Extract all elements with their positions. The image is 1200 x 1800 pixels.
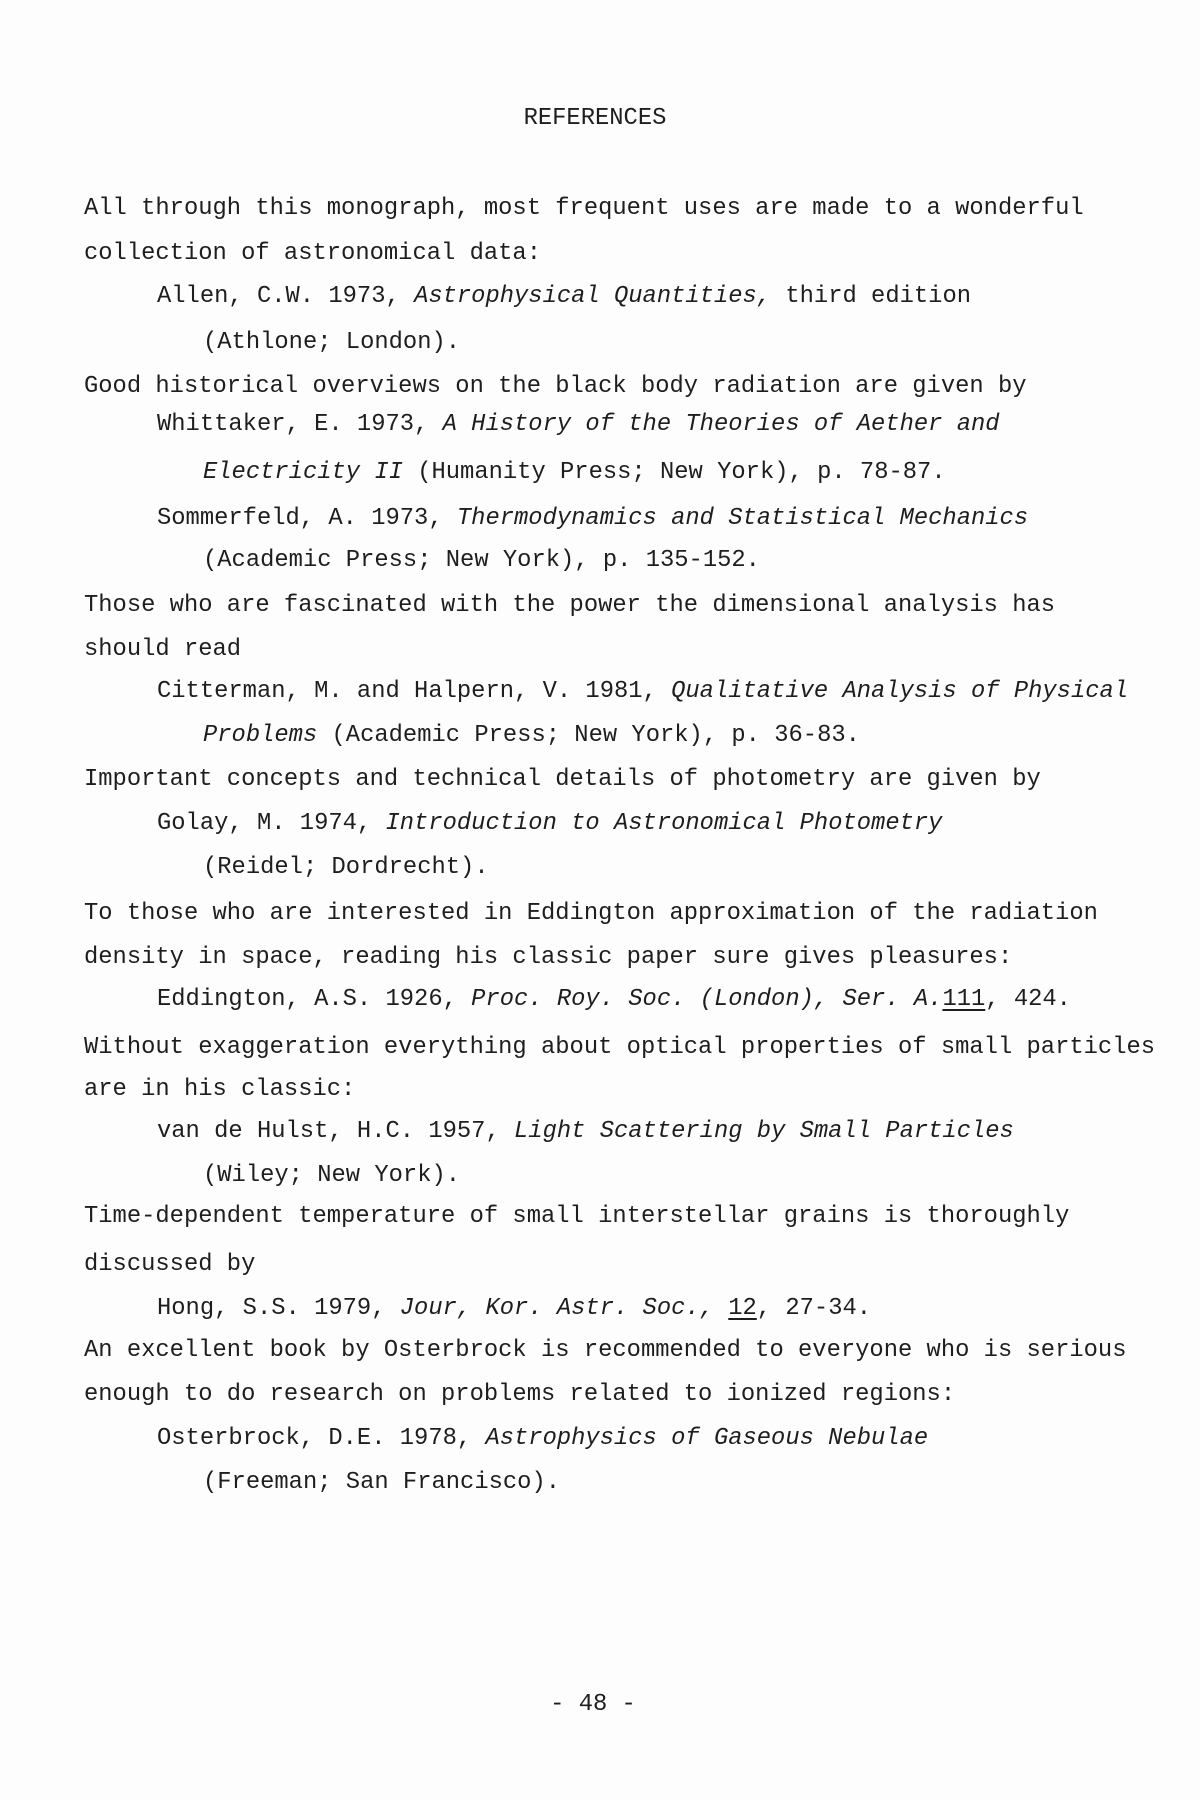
italic-title: Thermodynamics and Statistical Mechanics — [456, 505, 1029, 532]
text-segment: Important concepts and technical details of photometry are given by — [84, 766, 1041, 793]
body-text-line — [84, 900, 1098, 928]
reference-entry-line — [203, 1469, 560, 1497]
body-text-line — [84, 636, 241, 664]
text-segment: Allen, C.W. 1973, — [157, 283, 415, 310]
text-segment: (Freeman; San Francisco). — [203, 1469, 561, 1496]
volume-number: 12 — [728, 1295, 757, 1322]
body-text-line — [84, 1251, 255, 1279]
text-segment: Citterman, M. and Halpern, V. 1981, — [157, 678, 672, 705]
body-text-line — [84, 240, 541, 268]
text-segment — [714, 1295, 728, 1322]
body-text-line — [84, 1076, 355, 1104]
italic-title: Jour, Kor. Astr. Soc., — [399, 1295, 714, 1322]
text-segment: All through this monograph, most frequent uses are made to a wonderful — [84, 195, 1084, 222]
text-segment: density in space, reading his classic paper sure gives pleasures: — [84, 944, 1013, 971]
text-segment: , 27-34. — [756, 1295, 872, 1322]
text-segment: Whittaker, E. 1973, — [157, 411, 443, 438]
text-segment: (Academic Press; New York), p. 135-152. — [203, 547, 760, 574]
text-segment: (Athlone; London). — [203, 329, 461, 356]
italic-title: Introduction to Astronomical Photometry — [385, 810, 943, 837]
reference-entry-line — [203, 329, 460, 357]
reference-entry-line — [203, 854, 489, 882]
volume-number: 111 — [942, 986, 986, 1013]
body-text-line — [84, 1381, 955, 1409]
reference-entry-line — [157, 505, 1028, 533]
reference-entry-line — [203, 459, 946, 487]
body-text-line — [84, 944, 1012, 972]
text-segment: collection of astronomical data: — [84, 240, 541, 267]
text-segment: Golay, M. 1974, — [157, 810, 386, 837]
body-text-line — [84, 1203, 1069, 1231]
text-segment: (Reidel; Dordrecht). — [203, 854, 489, 881]
text-segment: should read — [84, 636, 242, 663]
text-segment: To those who are interested in Eddington approximation of the radiation — [84, 900, 1098, 927]
reference-entry-line — [203, 1162, 460, 1190]
text-segment: are in his classic: — [84, 1076, 356, 1103]
text-segment: Without exaggeration everything about optical properties of small particles — [84, 1034, 1156, 1061]
italic-title: Electricity II — [203, 459, 403, 486]
italic-title: Astrophysics of Gaseous Nebulae — [485, 1425, 929, 1452]
italic-title: Astrophysical Quantities, — [414, 283, 772, 310]
body-text-line — [84, 195, 1084, 223]
text-segment: Osterbrock, D.E. 1978, — [157, 1425, 486, 1452]
body-text-line — [84, 766, 1041, 794]
body-text-line — [84, 1034, 1155, 1062]
reference-entry-line — [157, 1295, 871, 1323]
text-segment: Good historical overviews on the black body radiation are given by — [84, 373, 1027, 400]
text-segment: (Academic Press; New York), p. 36-83. — [317, 722, 860, 749]
text-segment: Hong, S.S. 1979, — [157, 1295, 400, 1322]
body-text-line — [84, 1337, 1126, 1365]
italic-title: Problems — [203, 722, 318, 749]
text-segment: (Humanity Press; New York), p. 78-87. — [402, 459, 946, 486]
italic-title: A History of the Theories of Aether and — [442, 411, 1000, 438]
reference-entry-line — [157, 1118, 1014, 1146]
body-text-line — [84, 373, 1027, 401]
text-segment: , 424. — [985, 986, 1071, 1013]
text-segment: An excellent book by Osterbrock is recommended to everyone who is serious — [84, 1337, 1127, 1364]
text-segment: enough to do research on problems related to ionized regions: — [84, 1381, 956, 1408]
reference-entry-line — [157, 986, 1071, 1014]
body-text-line — [84, 592, 1055, 620]
text-segment: van de Hulst, H.C. 1957, — [157, 1118, 515, 1145]
italic-title: Light Scattering by Small Particles — [514, 1118, 1014, 1145]
reference-entry-line — [203, 722, 860, 750]
reference-entry-line — [157, 411, 1000, 439]
reference-entry-line — [157, 678, 1128, 706]
reference-entry-line — [157, 283, 971, 311]
text-segment: Eddington, A.S. 1926, — [157, 986, 472, 1013]
page-number: - 48 - — [550, 1691, 636, 1718]
text-segment: Those who are fascinated with the power the dimensional analysis has — [84, 592, 1056, 619]
reference-entry-line — [203, 547, 760, 575]
reference-entry-line — [157, 1425, 928, 1453]
text-segment: (Wiley; New York). — [203, 1162, 461, 1189]
text-segment: discussed by — [84, 1251, 256, 1278]
text-segment: third edition — [771, 283, 972, 310]
text-segment: Sommerfeld, A. 1973, — [157, 505, 457, 532]
page-title: REFERENCES — [523, 105, 667, 132]
text-segment: Time-dependent temperature of small interstellar grains is thoroughly — [84, 1203, 1070, 1230]
italic-title: Qualitative Analysis of Physical — [671, 678, 1129, 705]
reference-entry-line — [157, 810, 942, 838]
italic-title: Proc. Roy. Soc. (London), Ser. A. — [471, 986, 943, 1013]
